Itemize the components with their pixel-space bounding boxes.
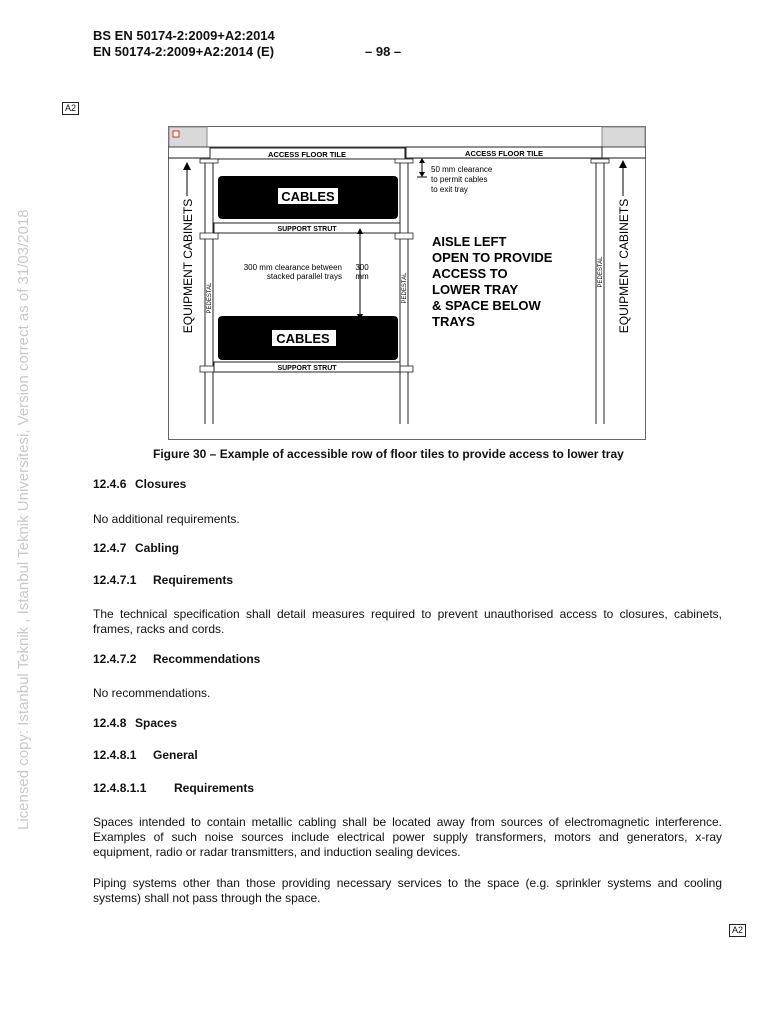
pedestal-label-middle: PEDESTAL xyxy=(402,272,408,304)
clearance-50-line2: to permit cables xyxy=(431,175,488,184)
page-number: – 98 – xyxy=(365,44,402,59)
paragraph-cabling-requirements: The technical specification shall detail measures required to prevent unauthorised access to closures, cabinets, frames, racks and cords. xyxy=(93,607,722,636)
clearance-300-value: 300 xyxy=(355,263,369,272)
paragraph-spaces-piping: Piping systems other than those providing necessary services to the space (e.g. sprinkler systems and cooling systems) shall not pass through the space. xyxy=(93,876,722,905)
clearance-50-line3: to exit tray xyxy=(431,185,468,194)
amendment-end-marker: A2 xyxy=(729,924,746,937)
access-floor-tile-label-left: ACCESS FLOOR TILE xyxy=(268,150,346,159)
svg-text:TRAYS: TRAYS xyxy=(432,314,475,329)
clearance-300-text-line2: stacked parallel trays xyxy=(266,272,342,281)
svg-text:EQUIPMENT CABINETS: EQUIPMENT CABINETS xyxy=(617,198,631,334)
cables-label-upper: CABLES xyxy=(281,189,335,204)
paragraph-closures: No additional requirements. xyxy=(93,512,240,526)
cables-label-lower: CABLES xyxy=(276,331,330,346)
svg-text:& SPACE BELOW: & SPACE BELOW xyxy=(432,298,541,313)
figure-caption: Figure 30 – Example of accessible row of floor tiles to provide access to lower tray xyxy=(153,447,624,461)
clearance-300-unit: mm xyxy=(355,272,369,281)
svg-text:EQUIPMENT CABINETS: EQUIPMENT CABINETS xyxy=(181,198,195,334)
clearance-50-line1: 50 mm clearance xyxy=(431,165,493,174)
svg-text:OPEN TO PROVIDE: OPEN TO PROVIDE xyxy=(432,250,553,265)
pedestal-label-left: PEDESTAL xyxy=(207,282,213,314)
amendment-start-marker: A2 xyxy=(62,102,79,115)
paragraph-recommendations: No recommendations. xyxy=(93,686,211,700)
license-watermark: Licensed copy: Istanbul Teknik , Istanbul Teknik Universitesi, Version correct as of 31/03/2018 xyxy=(15,209,32,830)
figure-diagram xyxy=(168,126,646,440)
paragraph-spaces-emi: Spaces intended to contain metallic cabling shall be located away from sources of electromagnetic interference. Examples of such noise sources include electrical power supply transformers, motors and generators, x-ray equipment, radio or radar transmitters, and induction sealing devices. xyxy=(93,815,722,859)
clearance-300-text-line1: 300 mm clearance between xyxy=(243,263,342,272)
support-strut-label-lower: SUPPORT STRUT xyxy=(277,365,337,372)
access-floor-tile-label-right: ACCESS FLOOR TILE xyxy=(465,149,543,158)
pedestal-label-right: PEDESTAL xyxy=(598,256,604,288)
svg-text:AISLE LEFT: AISLE LEFT xyxy=(432,234,507,249)
document-id: BS EN 50174-2:2009+A2:2014 xyxy=(93,28,275,43)
svg-text:ACCESS TO: ACCESS TO xyxy=(432,266,508,281)
document-id-edition: EN 50174-2:2009+A2:2014 (E) xyxy=(93,44,275,59)
support-strut-label-upper: SUPPORT STRUT xyxy=(277,226,337,233)
svg-text:LOWER TRAY: LOWER TRAY xyxy=(432,282,519,297)
